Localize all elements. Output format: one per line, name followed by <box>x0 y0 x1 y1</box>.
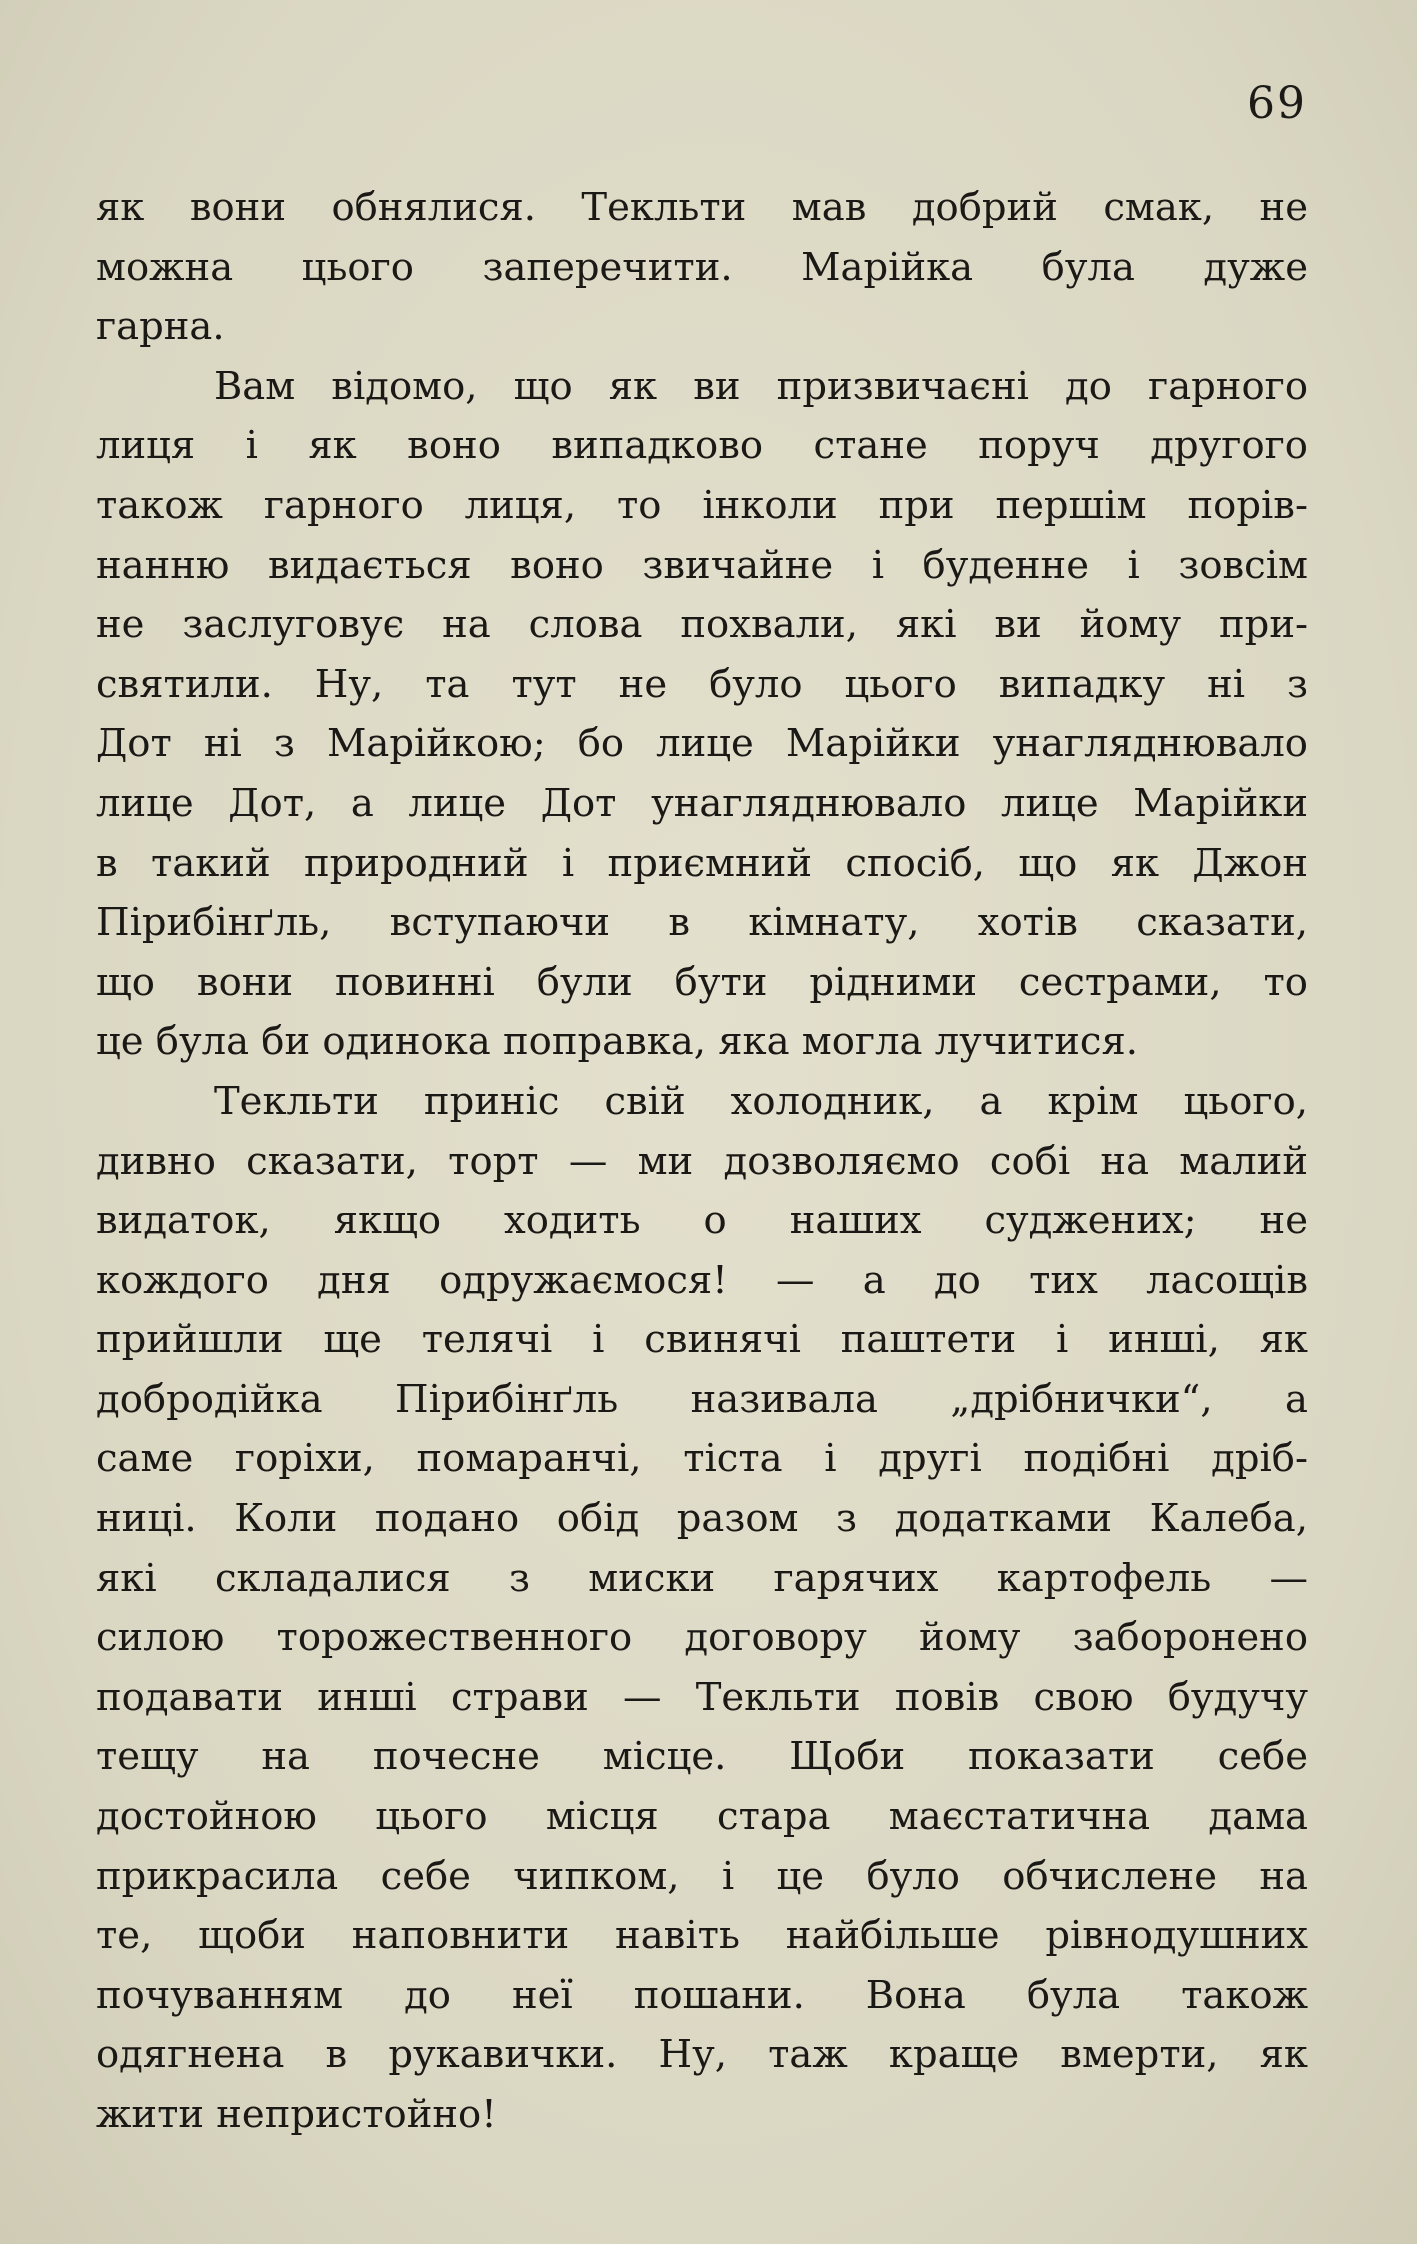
text-line: Пірибінґль, вступаючи в кімнату, хотів сказати, <box>96 900 1308 946</box>
text-line: достойною цього місця стара маєстатична дама <box>96 1794 1308 1840</box>
text-line: подавати инші страви — Текльти повів свою будучу <box>96 1674 1308 1720</box>
body-text <box>96 178 1308 2145</box>
text-line: що вони повинні були бути рідними сестрами, то <box>96 959 1308 1005</box>
text-line: це була би одинока поправка, яка могла лучитися. <box>96 1019 1139 1065</box>
text-line: видаток, якщо ходить о наших суджених; не <box>96 1198 1308 1244</box>
paragraph <box>96 178 1308 357</box>
text-line: також гарного лиця, то інколи при першім порів- <box>96 482 1308 528</box>
text-line: почуванням до неї пошани. Вона була також <box>96 1972 1308 2018</box>
text-line: силою торожественного договору йому заборонено <box>96 1615 1308 1661</box>
text-line: жити непристойно! <box>96 2092 497 2137</box>
text-line: те, щоби наповнити навіть найбільше рівнодушних <box>96 1913 1308 1959</box>
text-line: одягнена в рукавички. Ну, таж краще вмерти, як <box>96 2032 1308 2078</box>
text-line: в такий природний і приємний спосіб, що як Джон <box>96 840 1308 886</box>
page-number: 69 <box>1247 78 1307 129</box>
text-line: нанню видається воно звичайне і буденне і зовсім <box>96 542 1308 588</box>
text-line: прийшли ще телячі і свинячі паштети і инші, як <box>96 1317 1308 1363</box>
text-line: лице Дот, а лице Дот унагляднювало лице Марійки <box>96 780 1308 826</box>
text-line: Вам відомо, що як ви призвичаєні до гарного <box>214 363 1308 409</box>
text-line: які складалися з миски гарячих картофель — <box>96 1555 1308 1601</box>
text-line: тещу на почесне місце. Щоби показати себе <box>96 1734 1308 1780</box>
text-line: гарна. <box>96 304 225 350</box>
text-line: лиця і як воно випадково стане поруч другого <box>96 423 1308 469</box>
paragraph <box>96 357 1308 1072</box>
text-line: святили. Ну, та тут не було цього випадку ні з <box>96 661 1308 707</box>
text-line: ниці. Коли подано обід разом з додатками Калеба, <box>96 1496 1308 1542</box>
text-line: Текльти приніс свій холодник, а крім цього, <box>214 1078 1308 1124</box>
text-line: добродійка Пірибінґль називала „дрібнички“, а <box>96 1376 1308 1422</box>
text-line: Дот ні з Марійкою; бо лице Марійки унагляднювало <box>96 721 1308 767</box>
text-line: прикрасила себе чипком, і це було обчислене на <box>96 1853 1308 1899</box>
text-line: як вони обнялися. Текльти мав добрий смак, не <box>96 185 1308 230</box>
paragraph <box>96 1072 1308 2145</box>
text-line: можна цього заперечити. Марійка була дуже <box>96 244 1308 290</box>
text-line: саме горіхи, помаранчі, тіста і другі подібні дріб- <box>96 1436 1308 1482</box>
text-line: не заслуговує на слова похвали, які ви йому при- <box>96 602 1308 648</box>
text-line: кождого дня одружаємося! — а до тих ласощів <box>96 1257 1308 1303</box>
text-line: дивно сказати, торт — ми дозволяємо собі на малий <box>96 1138 1308 1184</box>
